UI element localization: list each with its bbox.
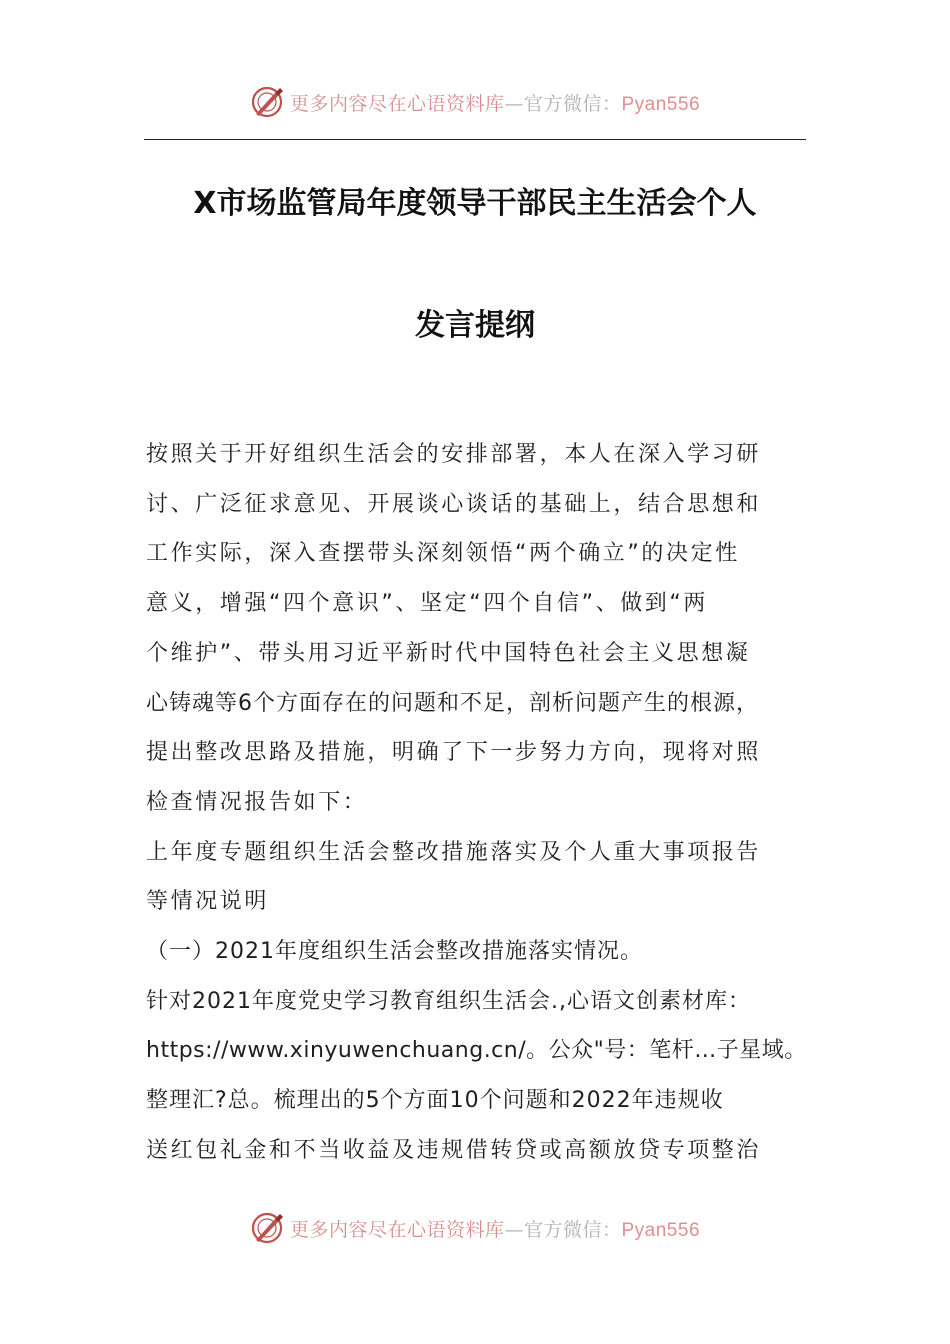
document-body: [146, 430, 808, 1176]
body-line: 送红包礼金和不当收益及违规借转贷或高额放贷专项整治: [146, 1137, 762, 1163]
document-title-line1: X市场监管局年度领导干部民主生活会个人: [193, 186, 757, 221]
banner-wechat-id: Pyan556: [621, 1219, 701, 1241]
banner-slogan: 更多内容尽在心语资料库: [289, 1218, 505, 1241]
body-line: 整理汇?总。梳理出的5个方面10个问题和2022年违规收: [146, 1088, 724, 1114]
body-line: （一）2021年度组织生活会整改措施落实情况。: [146, 939, 643, 965]
banner-wechat-label: 官方微信：: [523, 92, 622, 115]
pen-logo-icon: [250, 85, 284, 119]
banner-text: [290, 89, 700, 116]
banner-slogan: 更多内容尽在心语资料库: [289, 92, 505, 115]
body-line: 提出整改思路及措施，明确了下一步努力方向，现将对照: [146, 740, 762, 766]
banner-wechat-id: Pyan556: [621, 93, 701, 115]
document-title-line2: 发言提纲: [415, 308, 535, 343]
header-divider: [144, 139, 806, 140]
body-line: 检查情况报告如下：: [146, 789, 368, 815]
banner-wechat-label: 官方微信：: [523, 1218, 622, 1241]
body-line: 按照关于开好组织生活会的安排部署，本人在深入学习研: [146, 442, 762, 467]
body-line: 心铸魂等6个方面存在的问题和不足，剖析问题产生的根源，: [146, 690, 759, 716]
body-line: 意义，增强“四个意识”、坚定“四个自信”、做到“两: [146, 591, 708, 617]
body-line: 等情况说明: [146, 889, 270, 915]
body-line: 工作实际，深入查摆带头深刻领悟“两个确立”的决定性: [146, 541, 740, 567]
pen-logo-icon: [250, 1211, 284, 1245]
banner-text: [290, 1215, 700, 1242]
footer-banner: [0, 1208, 950, 1248]
body-line: 上年度专题组织生活会整改措施落实及个人重大事项报告: [146, 839, 762, 865]
body-line: 个维护”、带头用习近平新时代中国特色社会主义思想凝: [146, 640, 751, 666]
banner-separator: —: [504, 1218, 524, 1241]
body-line: 针对2021年度党史学习教育组织生活会.,心语文创素材库：: [146, 988, 751, 1014]
body-line: https://www.xinyuwenchuang.cn/。公众"号：笔杆…子星域。: [146, 1038, 807, 1064]
body-line: 讨、广泛征求意见、开展谈心谈话的基础上，结合思想和: [146, 491, 762, 517]
banner-separator: —: [504, 92, 524, 115]
header-banner: [0, 82, 950, 122]
